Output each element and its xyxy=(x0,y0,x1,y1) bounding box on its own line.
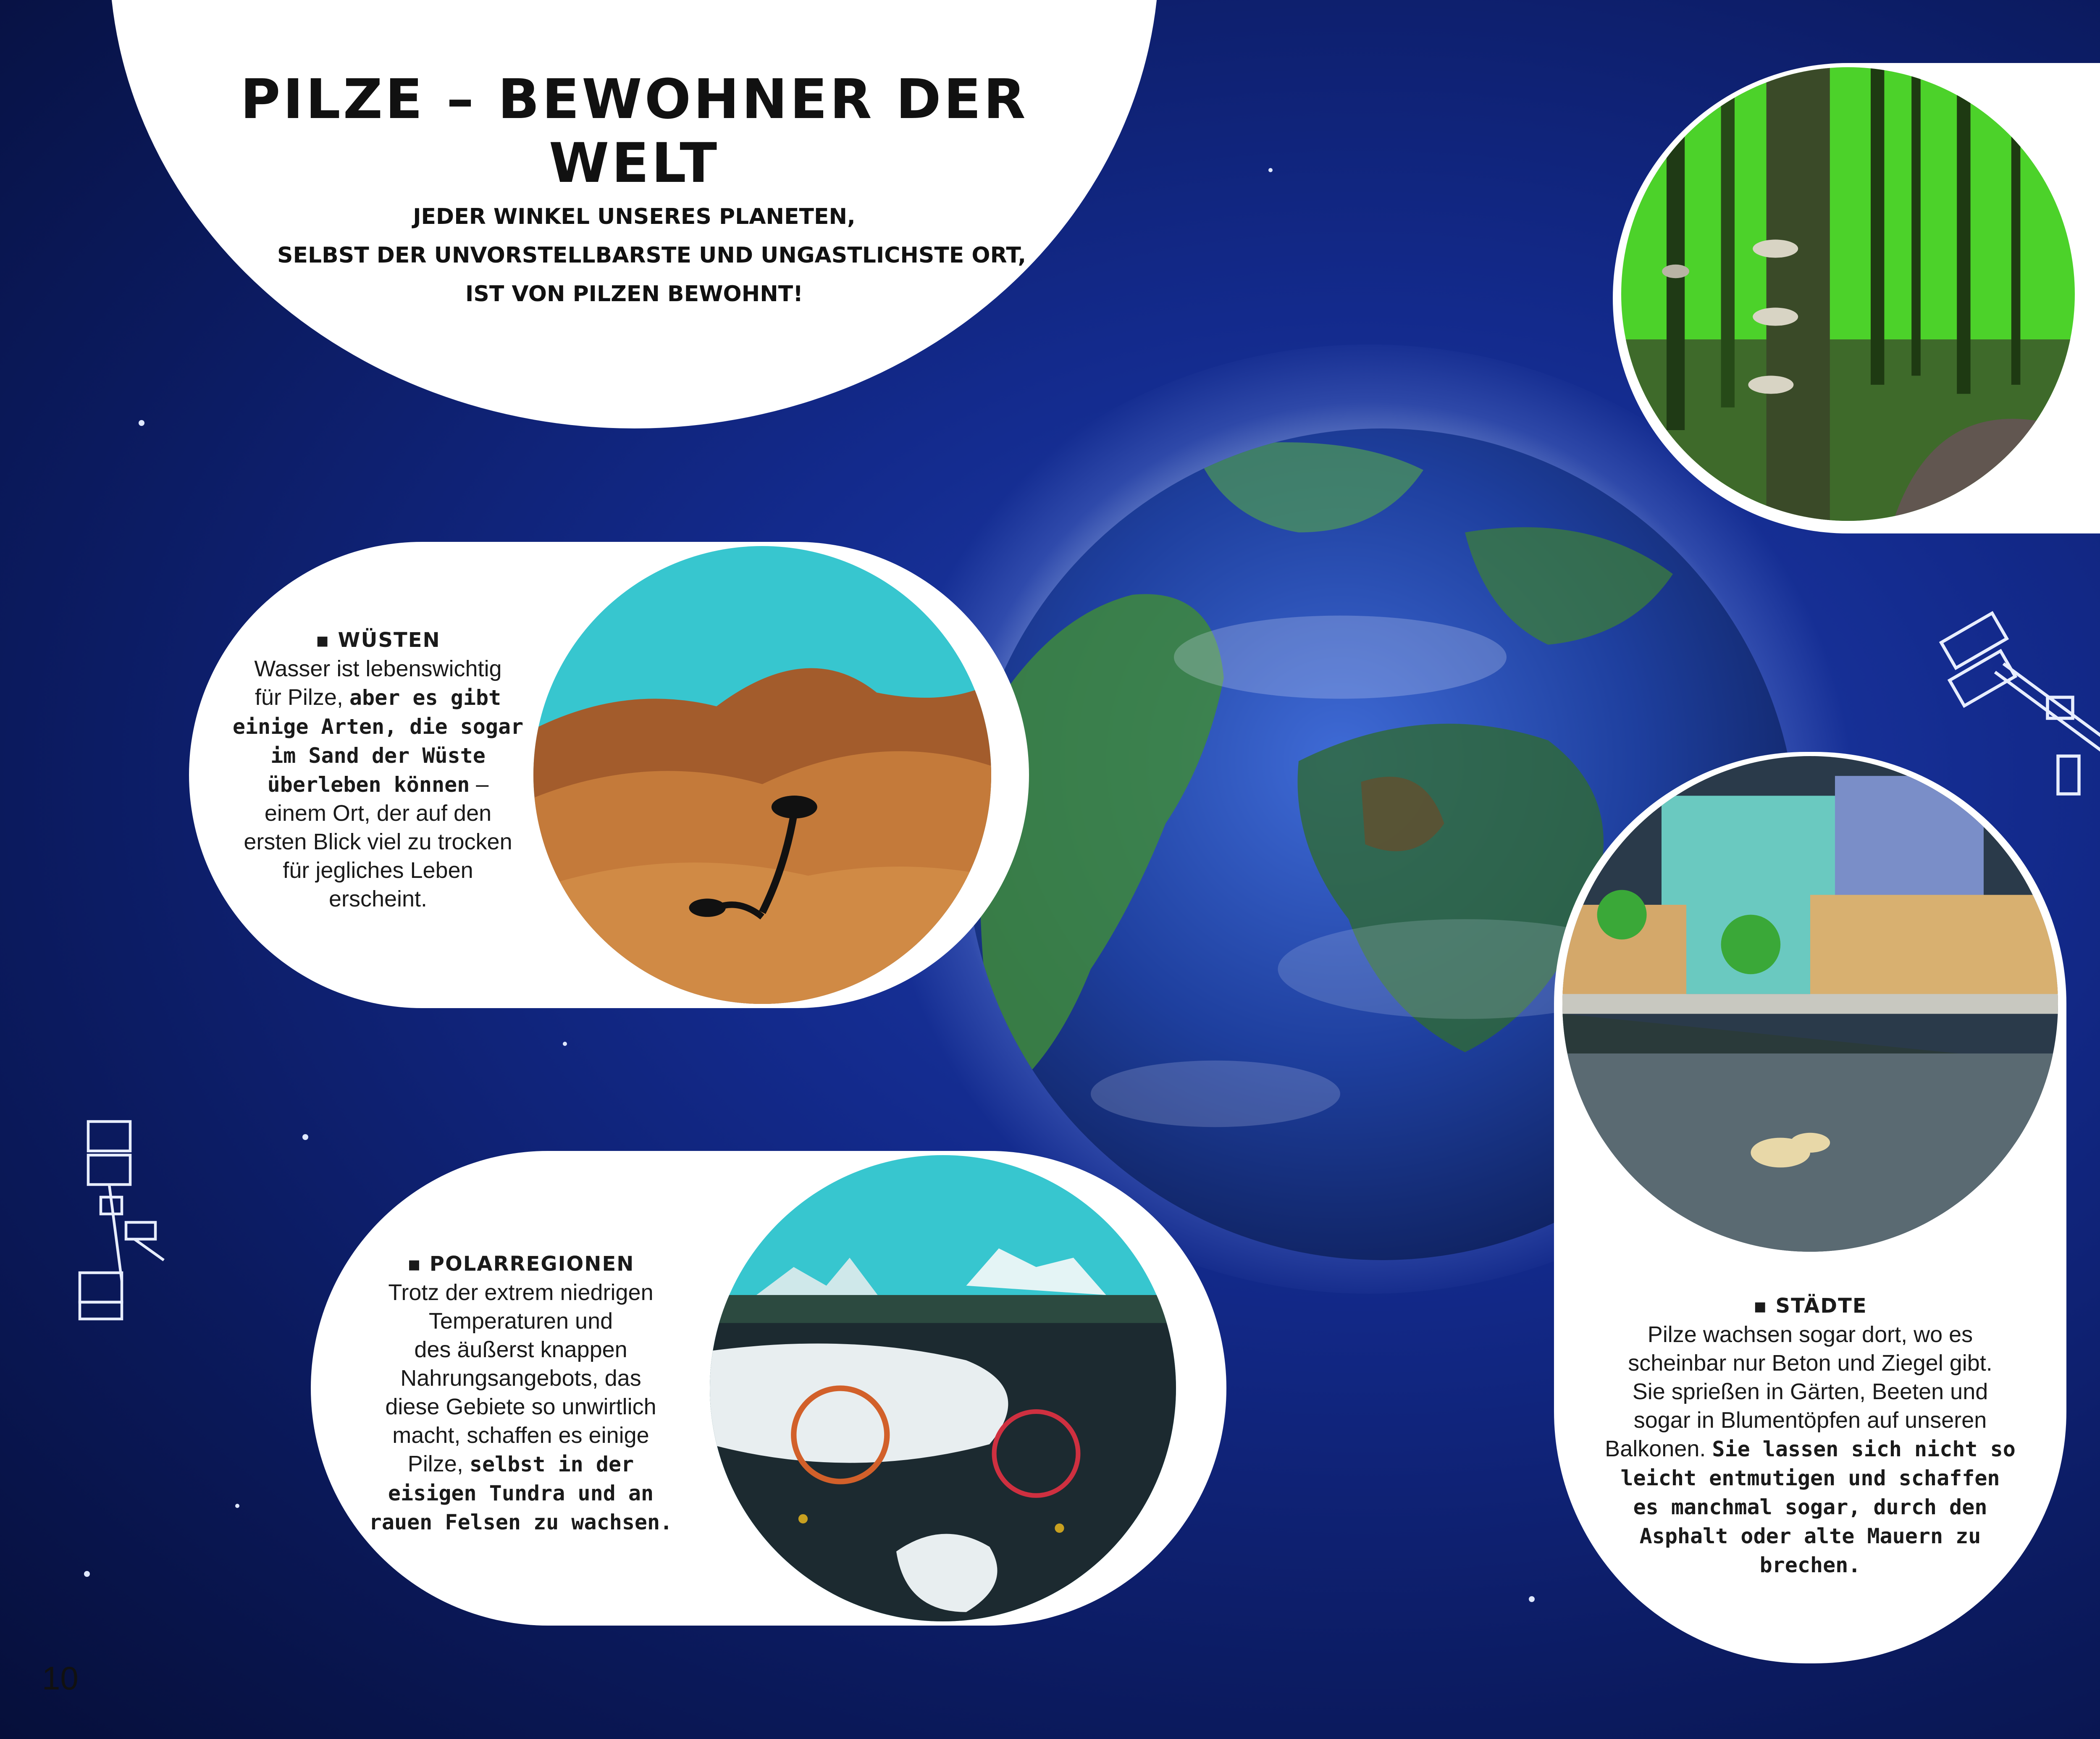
polar-line: macht, schaffen es einige xyxy=(392,1423,649,1448)
page-title: PILZE – BEWOHNER DER WELT xyxy=(240,67,1028,195)
forests-line xyxy=(2083,288,2100,316)
cities-bold-line: Asphalt oder alte Mauern zu xyxy=(1639,1524,1981,1548)
deserts-bold-line: einige Arten, die sogar xyxy=(232,715,524,739)
cities-bold-line: es manchmal sogar, durch den xyxy=(1633,1495,1987,1519)
deserts-line: – xyxy=(470,772,489,797)
polar-illustration xyxy=(710,1155,1176,1621)
deserts-line: Wasser ist lebenswichtig xyxy=(254,656,502,681)
forests-line xyxy=(2083,173,2100,202)
polar-line: des äußerst knappen xyxy=(414,1337,627,1362)
star xyxy=(563,1042,567,1046)
polar-text xyxy=(336,1250,706,1537)
deserts-line: für jegliches Leben xyxy=(283,858,473,883)
polar-bold: selbst in der xyxy=(469,1452,634,1476)
forests-line xyxy=(2083,316,2100,345)
cities-line: scheinbar nur Beton und Ziegel gibt. xyxy=(1628,1350,1992,1376)
polar-line: Temperaturen und xyxy=(428,1308,613,1334)
polar-line: diese Gebiete so unwirtlich xyxy=(385,1394,656,1419)
forests-heading xyxy=(2083,145,2100,173)
cities-line: sogar in Blumentöpfen auf unseren xyxy=(1633,1408,1987,1433)
desert-illustration xyxy=(533,546,991,1004)
deserts-bold: aber es gibt xyxy=(349,686,501,710)
polar-line: Trotz der extrem niedrigen xyxy=(388,1280,654,1305)
polar-line: Pilze, xyxy=(407,1451,470,1476)
cities-line: Pilze wachsen sogar dort, wo es xyxy=(1647,1322,1973,1347)
forests-text xyxy=(2083,145,2100,432)
deserts-line: einem Ort, der auf den xyxy=(264,801,492,826)
space-station-icon xyxy=(71,1113,189,1323)
cities-line: Sie sprießen in Gärten, Beeten und xyxy=(1632,1379,1988,1404)
cities-heading: ▪ STÄDTE xyxy=(1753,1294,1867,1318)
cities-line: Balkonen. xyxy=(1605,1436,1712,1461)
polar-bold-line: eisigen Tundra und an xyxy=(388,1481,654,1505)
star xyxy=(235,1504,239,1508)
star xyxy=(1529,1596,1535,1602)
cities-bold-line: brechen. xyxy=(1759,1553,1861,1577)
star xyxy=(139,420,144,426)
deserts-bold-line: im Sand der Wüste xyxy=(270,743,486,768)
city-illustration xyxy=(1562,756,2058,1252)
page-number-left: 10 xyxy=(42,1660,79,1697)
forests-line xyxy=(2083,259,2100,288)
cities-text xyxy=(1567,1292,2054,1579)
intro-line: SELBST DER UNVORSTELLBARSTE UND UNGASTLICHSTE ORT, xyxy=(277,243,1026,268)
intro-text xyxy=(277,197,1026,313)
polar-bold-line: rauen Felsen zu wachsen. xyxy=(369,1510,673,1534)
polar-line: Nahrungsangebots, das xyxy=(400,1366,641,1391)
deserts-heading: ▪ WÜSTEN xyxy=(315,628,441,652)
forests-line xyxy=(2083,202,2100,231)
deserts-line: für Pilze, xyxy=(255,685,349,710)
star xyxy=(84,1571,90,1577)
cities-bold-line: leicht entmutigen und schaffen xyxy=(1620,1466,2000,1490)
polar-heading: ▪ POLARREGIONEN xyxy=(407,1252,635,1276)
deserts-text xyxy=(218,626,538,913)
deserts-line: ersten Blick viel zu trocken xyxy=(244,829,512,854)
intro-line: IST VON PILZEN BEWOHNT! xyxy=(465,281,803,307)
intro-line: JEDER WINKEL UNSERES PLANETEN, xyxy=(413,204,856,229)
forest-illustration xyxy=(1621,67,2075,521)
forests-line xyxy=(2083,231,2100,259)
deserts-bold: überleben können xyxy=(267,772,470,797)
star xyxy=(1268,168,1273,172)
deserts-line: erscheint. xyxy=(328,886,428,912)
star xyxy=(302,1134,308,1140)
cities-bold: Sie lassen sich nicht so xyxy=(1712,1437,2016,1461)
